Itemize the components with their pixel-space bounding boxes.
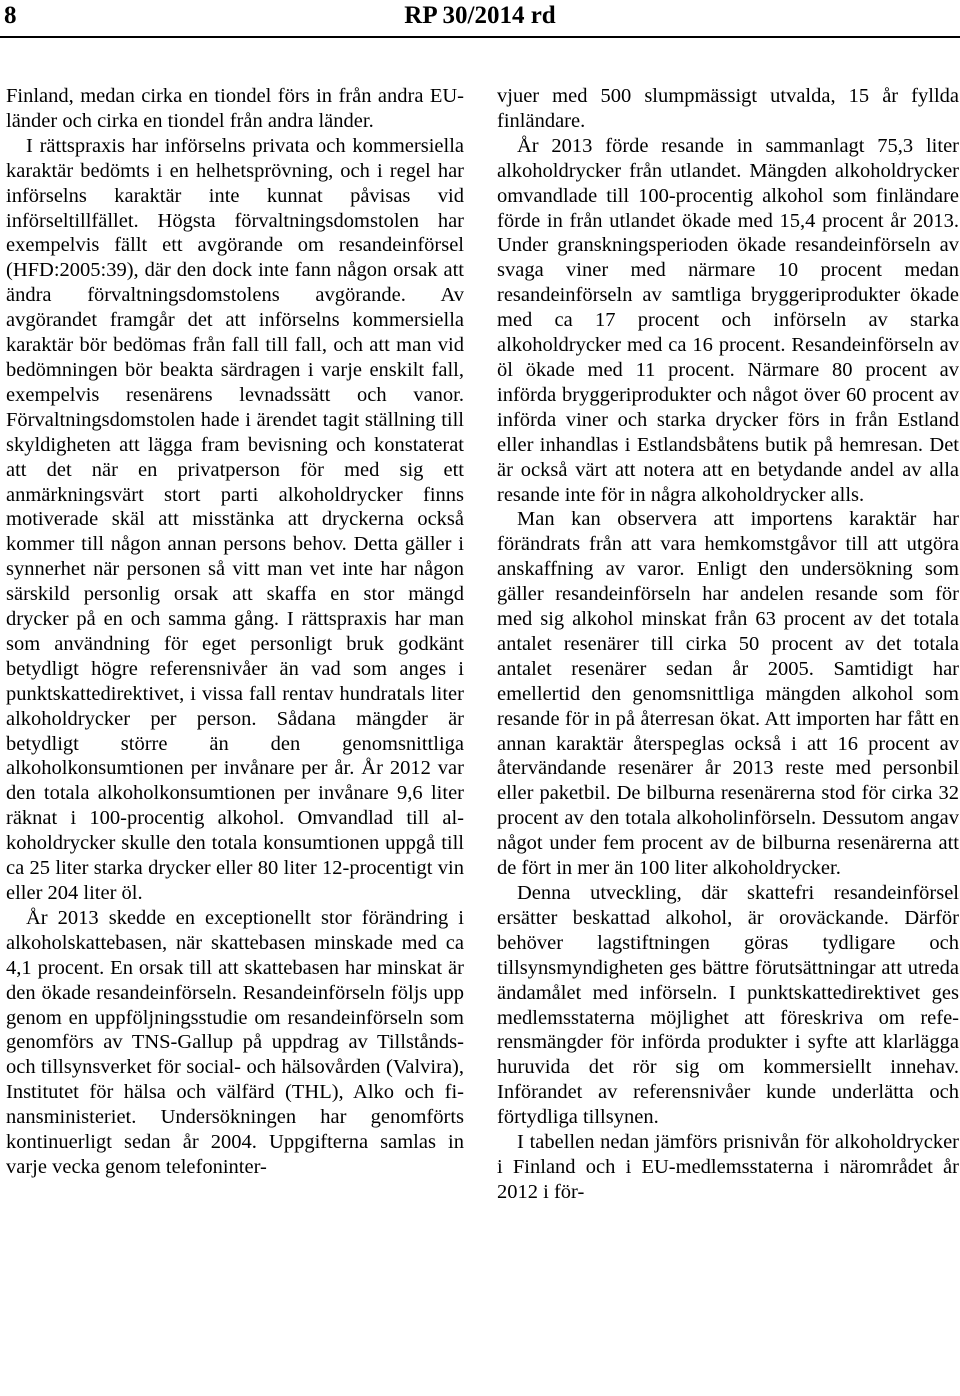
document-id: RP 30/2014 rd xyxy=(404,2,556,29)
left-column xyxy=(6,84,464,1180)
header-rule xyxy=(0,36,960,38)
page-header xyxy=(0,0,960,38)
paragraph: I tabellen nedan jämförs prisnivån för alkoholdrycker i Finland och i EU-medlemsstaterna i närområdet år 2012 i för- xyxy=(497,1131,959,1203)
paragraph: År 2013 förde resande in sammanlagt 75,3 liter alkoholdrycker från utlandet. Mängden alkoholdrycker omvandlade till 100-procentig alkohol som finländare förde in från utlandet ökade med 15,4 procent år 2013. Under granskningsperioden ökade resandeinförseln av svaga viner med närmare 10 procent medan resandeinförseln av samtliga bryggeriprodukter ökade med ca 17 procent och införseln av starka alkoholdrycker med ca 16 procent. Resandeinförseln av öl ökade med 11 procent. Närmare 80 procent av införda bryggeriprodukter och något över 60 procent av införda viner och starka drycker förs in från Estland eller inhandlas i Estlandsbåtens butik på hemresan. Det är också värt att notera att en betydande andel av alla resande inte för in några alkoholdrycker alls. xyxy=(497,134,959,506)
paragraph: Man kan observera att importens karaktär har förändrats från att vara hemkomstgåvor till att utgöra anskaffning av varor. Enligt den undersökning som gäller resandeinförseln har andelen resande som för med sig alkohol minskat från 63 procent av det totala antalet resenärer till cirka 50 procent av det totala antalet resenärer sedan år 2005. Samtidigt har emellertid den genomsnittliga mängden alkohol som resande för in på återresan ökat. Att importen har fått en annan karaktär återspeglas också i att 16 procent av återvändande resenärer år 2013 reste med personbil eller paketbil. De bilburna resenärerna stod för cirka 32 procent av den totala alkoholinförseln. Dessutom angav något under fem procent av de bilburna resenärerna att de fört in mer än 100 liter alkoholdrycker. xyxy=(497,508,959,880)
right-column xyxy=(497,84,959,1205)
page-number: 8 xyxy=(4,2,17,29)
paragraph: vjuer med 500 slumpmässigt utvalda, 15 år fyllda finländare. xyxy=(497,85,959,132)
paragraph: Denna utveckling, där skattefri resandeinförsel ersätter beskattad alkohol, är oroväckande. Därför behöver lagstiftningen göras tydligare och tillsynsmyndigheten ges bättre förutsättningar att utreda ändamålet med införseln. I punktskattedirektivet ges medlemsstaterna möjlighet att föreskriva om referensmängder för införda produkter i syfte att klarlägga huruvida det rör sig om kommersiellt innehav. Införandet av referensnivåer kunde underlätta och förtydliga tillsynen. xyxy=(497,882,959,1129)
paragraph: I rättspraxis har införselns privata och kommersiella karaktär bedömts i en helhetsprövning, och i regel har införselns karaktär inte kunnat påvisas vid införseltillfället. Högsta förvaltningsdomstolen har exempelvis fällt ett avgörande om resandeinförsel (HFD:2005:39), där den dock inte fann någon orsak att ändra förvaltningsdomstolens avgörande. Av avgörandet framgår det att införselns kommersiella karaktär bör bedömas från fall till fall, och att man vid bedömningen bör beakta särdragen i varje enskilt fall, exempelvis resenärens levnadssätt och vanor. Förvaltningsdomstolen hade i ärendet tagit ställning till skyldigheten att lägga fram bevisning och konstaterat att det när en privatperson för med sig ett anmärkningsvärt stort parti alkoholdrycker finns motiverade skäl att misstänka att dryckerna också kommer till någon annan persons behov. Detta gäller i synnerhet när personen så vitt man vet inte har någon särskild personlig orsak att skaffa en stor mängd drycker på en och samma gång. I rättspraxis har man som användning för eget personligt bruk godkänt betydligt högre referensnivåer än vad som anges i punktskattedirektivet, i vissa fall rentav hundratals liter alkoholdrycker per person. Sådana mängder är betydligt större än den genomsnittliga alkoholkonsumtionen per invånare per år. År 2012 var den totala alkoholkonsumtionen per invånare 9,6 liter räknat i 100-procentig alkohol. Omvandlad till alkoholdrycker skulle den totala konsumtionen uppgå till ca 25 liter starka drycker eller 80 liter 12-procentigt vin eller 204 liter öl. xyxy=(6,134,464,904)
paragraph: Finland, medan cirka en tiondel förs in från andra EU-länder och cirka en tiondel från andra länder. xyxy=(6,85,464,132)
paragraph: År 2013 skedde en exceptionellt stor förändring i alkoholskattebasen, när skattebasen minskade med ca 4,1 procent. En orsak till att skattebasen har minskat är den ökade resandeinförseln. Resandeinförseln följs upp genom en uppföljningsstudie om resandeinförseln som genomförs av TNS-Gallup på uppdrag av Tillstånds- och tillsynsverket för social- och hälsovården (Valvira), Institutet för hälsa och välfärd (THL), Alko och finansministeriet. Undersökningen har genomförts kontinuerligt sedan år 2004. Uppgifterna samlas in varje vecka genom telefoninter- xyxy=(6,906,464,1178)
